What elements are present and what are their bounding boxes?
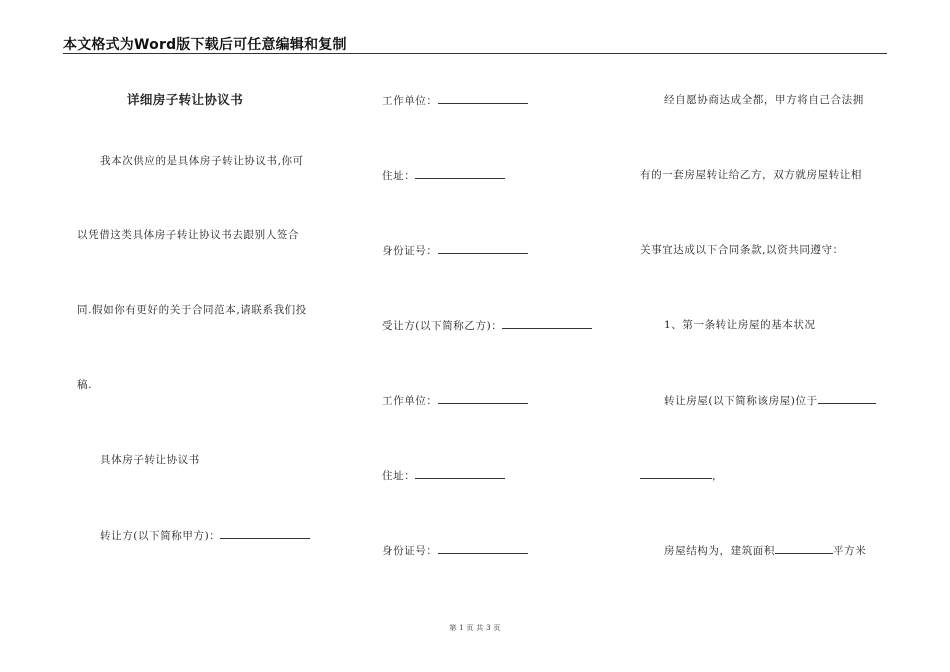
header-divider — [63, 53, 887, 54]
party-a-work-unit-line — [382, 93, 528, 108]
party-b-address-line — [382, 468, 505, 483]
address-label: 住址： — [382, 470, 416, 482]
document-title: 详细房子转让协议书 — [127, 92, 244, 107]
header-text: 本文格式为Word版下载后可任意编辑和复制 — [63, 37, 347, 53]
work-unit-blank — [438, 393, 528, 404]
party-b-work-unit-line — [382, 393, 528, 408]
comma: ， — [712, 470, 724, 482]
agreement-para-line-1: 经自愿协商达成全都，甲方将自己合法拥 — [664, 94, 864, 106]
intro-line-2: 以凭借这类具体房子转让协议书去跟别人签合 — [77, 229, 299, 241]
id-number-blank — [438, 543, 528, 554]
id-number-blank — [438, 243, 528, 254]
agreement-para-line-3: 关事宜达成以下合同条款,以资共同遵守： — [640, 244, 844, 256]
house-location-blank — [818, 393, 876, 404]
contract-heading: 具体房子转让协议书 — [100, 454, 200, 466]
address-label: 住址： — [382, 170, 416, 182]
agreement-para-line-2: 有的一套房屋转让给乙方，双方就房屋转让相 — [640, 169, 862, 181]
work-unit-label: 工作单位： — [382, 395, 438, 407]
party-a-address-line — [382, 168, 505, 183]
work-unit-label: 工作单位： — [382, 95, 438, 107]
party-b-id-line — [382, 543, 528, 558]
area-unit: 平方米 — [833, 545, 867, 557]
house-location-blank-2 — [640, 468, 712, 479]
party-b-label: 受让方(以下简称乙方)： — [382, 320, 503, 332]
party-b-blank — [502, 318, 592, 329]
work-unit-blank — [438, 93, 528, 104]
structure-label: 房屋结构为，建筑面积 — [664, 545, 775, 557]
house-location-continued-line — [640, 468, 723, 483]
house-structure-line — [664, 543, 866, 558]
intro-line-4: 稿. — [77, 379, 93, 391]
area-blank — [775, 543, 833, 554]
house-location-line — [664, 393, 876, 408]
page-footer: 第 1 页 共 3 页 — [449, 624, 501, 632]
clause-1-heading: 1、第一条转让房屋的基本状况 — [664, 319, 816, 331]
party-a-line — [100, 528, 310, 543]
party-a-label: 转让方(以下简称甲方)： — [100, 530, 221, 542]
intro-line-1: 我本次供应的是具体房子转让协议书,你可 — [100, 155, 304, 167]
party-a-blank — [220, 528, 310, 539]
house-location-label: 转让房屋(以下简称该房屋)位于 — [664, 395, 818, 407]
address-blank — [415, 468, 505, 479]
party-a-id-line — [382, 243, 528, 258]
id-number-label: 身份证号： — [382, 245, 438, 257]
id-number-label: 身份证号： — [382, 545, 438, 557]
party-b-line — [382, 318, 592, 333]
intro-line-3: 同.假如你有更好的关于合同范本,请联系我们投 — [77, 304, 307, 316]
address-blank — [415, 168, 505, 179]
